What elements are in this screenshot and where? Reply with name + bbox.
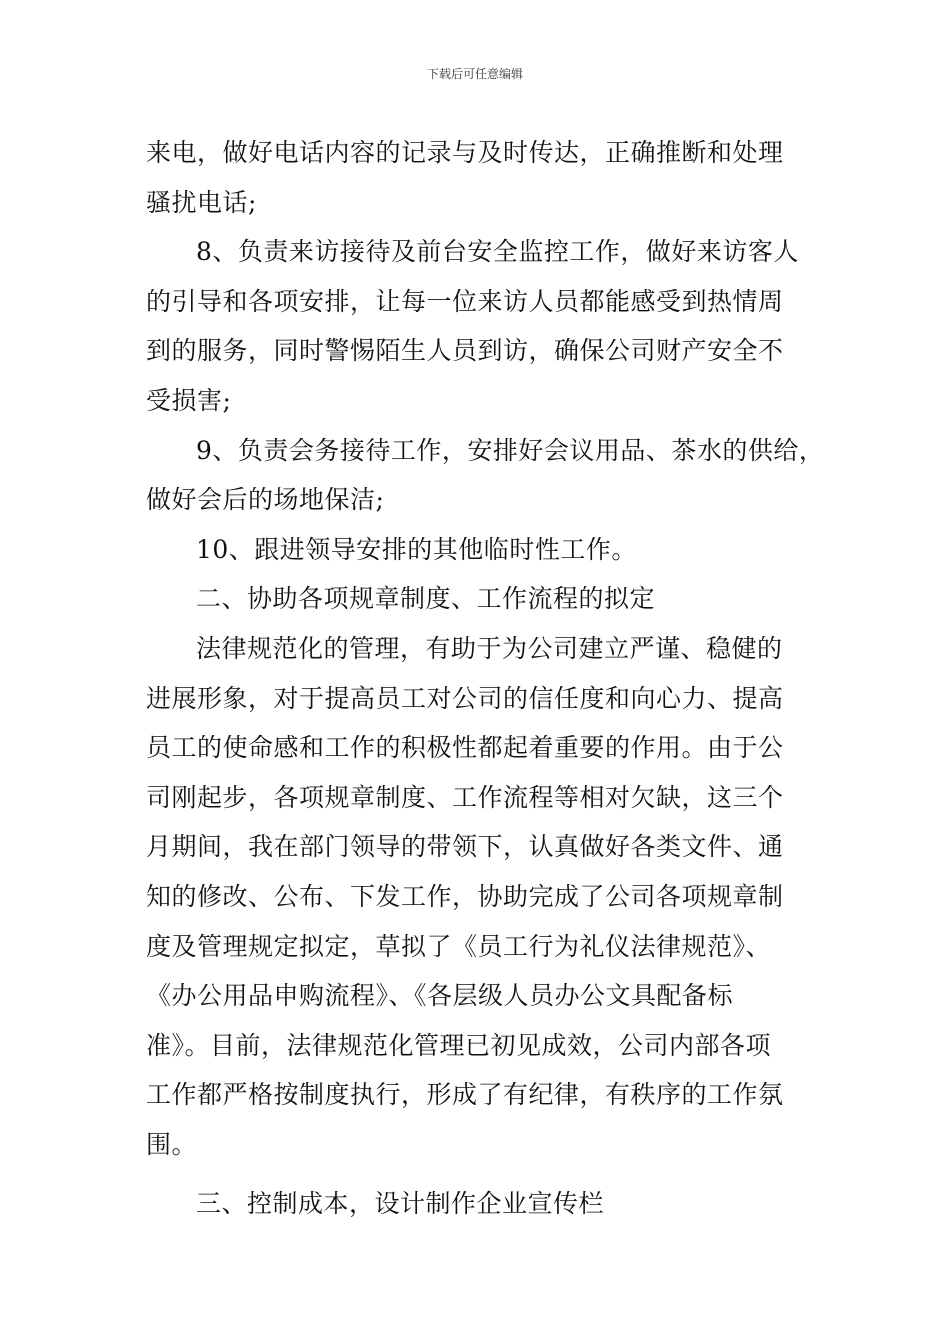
section-heading-2: 二、协助各项规章制度、工作流程的拟定 xyxy=(196,584,656,614)
paragraph-start: 法律规范化的管理，有助于为公司建立严谨、稳健的 xyxy=(196,633,783,663)
text-line: 《办公用品申购流程》、《各层级人员办公文具配备标 xyxy=(146,981,734,1011)
text-line: 度及管理规定拟定，草拟了《员工行为礼仪法律规范》、 xyxy=(146,931,772,961)
section-heading-3: 三、控制成本，设计制作企业宣传栏 xyxy=(196,1189,605,1219)
text-line: 做好会后的场地保洁; xyxy=(146,485,385,515)
text-line: 准》。目前，法律规范化管理已初见成效，公司内部各项 xyxy=(146,1030,772,1060)
text-line: 月期间，我在部门领导的带领下，认真做好各类文件、通 xyxy=(146,832,784,862)
document-body xyxy=(146,128,825,1229)
list-item-9: 9、负责会务接待工作，安排好会议用品、茶水的供给， xyxy=(196,435,825,465)
text-line: 的引导和各项安排，让每一位来访人员都能感受到热情周 xyxy=(146,286,784,316)
text-line: 受损害; xyxy=(146,385,232,415)
text-line: 工作都严格按制度执行，形成了有纪律，有秩序的工作氛 xyxy=(146,1080,784,1110)
page-header-note: 下载后可任意编辑 xyxy=(426,67,523,81)
text-line: 围。 xyxy=(146,1129,198,1159)
spacer xyxy=(146,1169,811,1179)
text-line: 来电，做好电话内容的记录与及时传达，正确推断和处理 xyxy=(146,138,784,167)
text-line: 司刚起步，各项规章制度、工作流程等相对欠缺，这三个 xyxy=(146,782,784,812)
text-line: 进展形象，对于提高员工对公司的信任度和向心力、提高 xyxy=(146,683,784,713)
list-item-10: 10、跟进领导安排的其他临时性工作。 xyxy=(196,534,637,564)
list-item-8: 8、负责来访接待及前台安全监控工作，做好来访客人 xyxy=(196,237,799,267)
text-line: 骚扰电话; xyxy=(146,187,257,217)
text-line: 到的服务，同时警惕陌生人员到访，确保公司财产安全不 xyxy=(146,336,784,366)
text-line: 知的修改、公布、下发工作，协助完成了公司各项规章制 xyxy=(146,881,784,911)
text-line: 员工的使命感和工作的积极性都起着重要的作用。由于公 xyxy=(146,733,784,763)
